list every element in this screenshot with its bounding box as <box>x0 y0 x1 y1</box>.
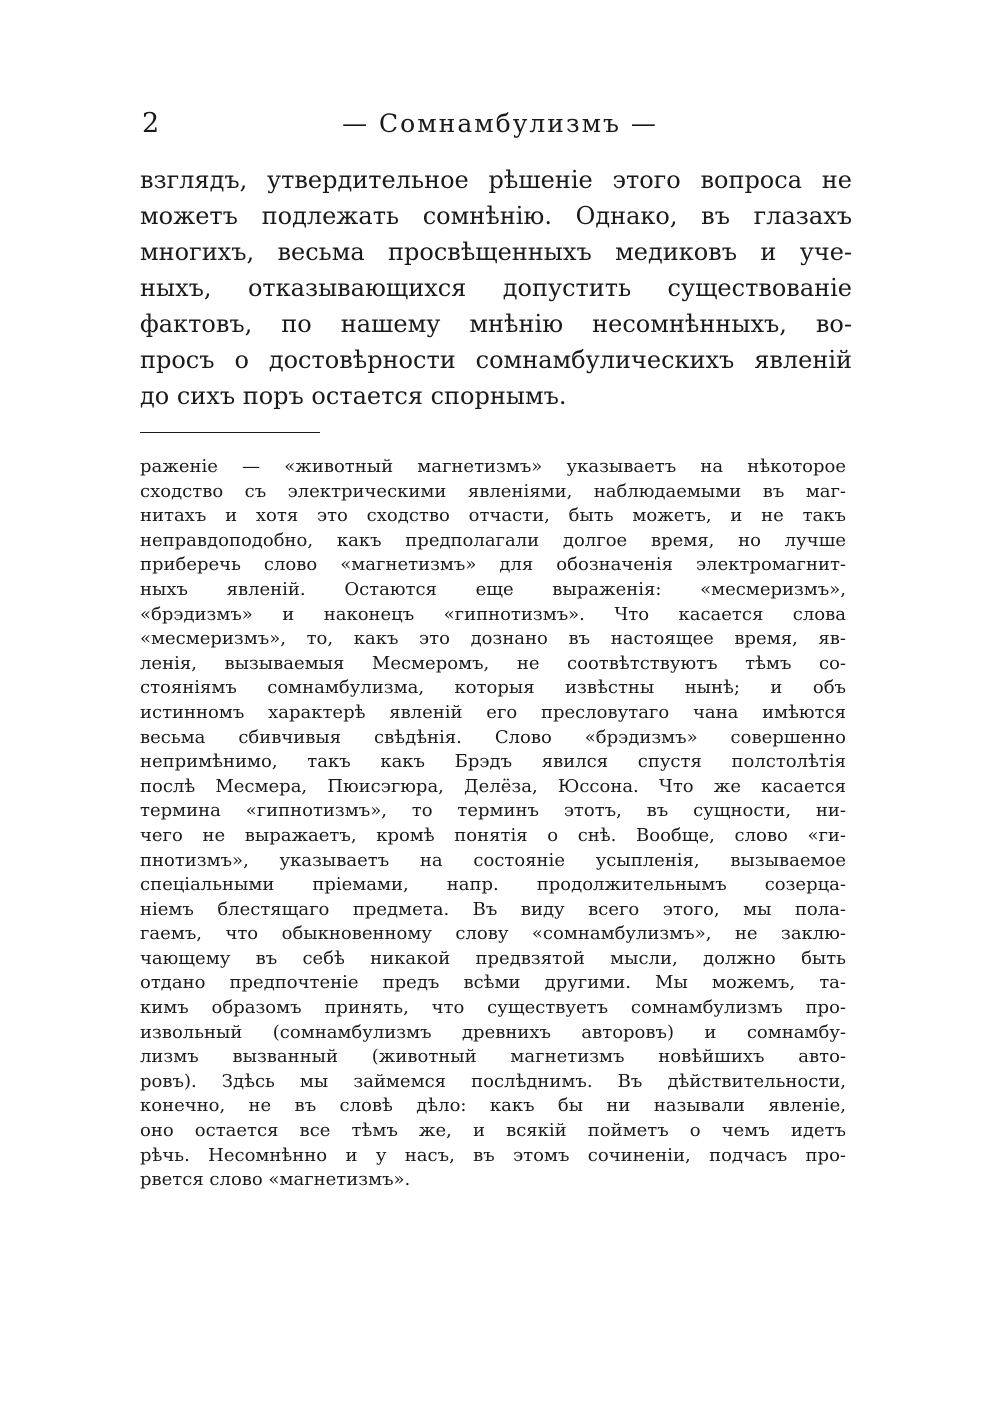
footnote-line: стояніямъ сомнамбулизма, которыя извѣстны нынѣ; и объ <box>140 677 846 699</box>
footnote-line: лизмъ вызванный (животный магнетизмъ новѣйшихъ авто- <box>140 1046 846 1068</box>
footnote-line: извольный (сомнамбулизмъ древнихъ авторовъ) и сомнамбу- <box>140 1021 846 1043</box>
footnote-line: послѣ Месмера, Пюисэгюра, Делёза, Юссона. Что же касается <box>140 775 846 797</box>
footnote-line: чающему въ себѣ никакой предвзятой мысли, должно быть <box>140 947 846 969</box>
main-text <box>140 162 852 414</box>
footnote-line: истинномъ характерѣ явленій его пресловутаго чана имѣются <box>140 701 846 723</box>
footnote-line: кимъ образомъ принять, что существуетъ сомнамбулизмъ про- <box>140 997 846 1019</box>
footnote-line: приберечь слово «магнетизмъ» для обозначенія электромагнит- <box>140 554 846 576</box>
main-text-line: фактовъ, по нашему мнѣнію несомнѣнныхъ, во- <box>140 310 852 338</box>
footnote-line: «брэдизмъ» и наконецъ «гипнотизмъ». Что касается слова <box>140 603 846 625</box>
footnote-line: ленія, вызываемыя Месмеромъ, не соотвѣтствуютъ тѣмъ со- <box>140 652 846 674</box>
footnote-line: рвется слово «магнетизмъ». <box>140 1169 411 1191</box>
footnote-line: раженіе — «животный магнетизмъ» указываетъ на нѣкоторое <box>140 456 846 477</box>
footnote-line: непримѣнимо, такъ какъ Брэдъ явился спустя полстолѣтія <box>140 751 846 773</box>
main-text-line: взглядъ, утвердительное рѣшеніе этого вопроса не <box>140 166 852 194</box>
footnote-line: конечно, не въ словѣ дѣло: какъ бы ни называли явленіе, <box>140 1095 846 1117</box>
footnote-line: рѣчь. Несомнѣнно и у насъ, въ этомъ сочиненіи, подчасъ про- <box>140 1144 846 1166</box>
footnote-line: ніемъ блестящаго предмета. Въ виду всего этого, мы пола- <box>140 898 846 920</box>
footnote <box>140 455 846 1193</box>
footnote-line: отдано предпочтеніе предъ всѣми другими. Мы можемъ, та- <box>140 972 846 994</box>
footnote-line: спеціальными пріемами, напр. продолжительнымъ созерца- <box>140 874 846 896</box>
main-text-line: до сихъ поръ остается спорнымъ. <box>140 382 567 410</box>
footnote-line: оно остается все тѣмъ же, и всякій пойметъ о чемъ идетъ <box>140 1120 846 1142</box>
footnote-line: чего не выражаетъ, кромѣ понятія о снѣ. Вообще, слово «ги- <box>140 824 846 846</box>
footnote-line: пнотизмъ», указываетъ на состояніе усыпленія, вызываемое <box>140 849 846 871</box>
footnote-line: сходство съ электрическими явленіями, наблюдаемыми въ маг- <box>140 480 846 502</box>
main-text-line: многихъ, весьма просвѣщенныхъ медиковъ и уче- <box>140 238 852 266</box>
footnote-line: ровъ). Здѣсь мы займемся послѣднимъ. Въ дѣйствительности, <box>140 1070 846 1092</box>
footnote-separator <box>140 432 320 433</box>
page-number: 2 <box>142 108 160 139</box>
page-header <box>140 106 850 146</box>
footnote-line: весьма сбивчивыя свѣдѣнія. Слово «брэдизмъ» совершенно <box>140 726 846 748</box>
footnote-line: нитахъ и хотя это сходство отчасти, быть можетъ, и не такъ <box>140 505 846 527</box>
footnote-line: «месмеризмъ», то, какъ это дознано въ настоящее время, яв- <box>140 628 846 650</box>
main-text-line: ныхъ, отказывающихся допустить существованіе <box>140 274 852 302</box>
footnote-line: термина «гипнотизмъ», то терминъ этотъ, въ сущности, ни- <box>140 800 846 822</box>
main-text-line: просъ о достовѣрности сомнамбулическихъ явленій <box>140 346 852 374</box>
main-text-line: можетъ подлежать сомнѣнію. Однако, въ глазахъ <box>140 202 852 230</box>
footnote-line: ныхъ явленій. Остаются еще выраженія: «месмеризмъ», <box>140 578 846 600</box>
running-title: — Сомнамбулизмъ — <box>342 109 658 138</box>
footnote-line: неправдоподобно, какъ предполагали долгое время, но лучше <box>140 529 846 551</box>
footnote-line: гаемъ, что обыкновенному слову «сомнамбулизмъ», не заклю- <box>140 923 846 945</box>
